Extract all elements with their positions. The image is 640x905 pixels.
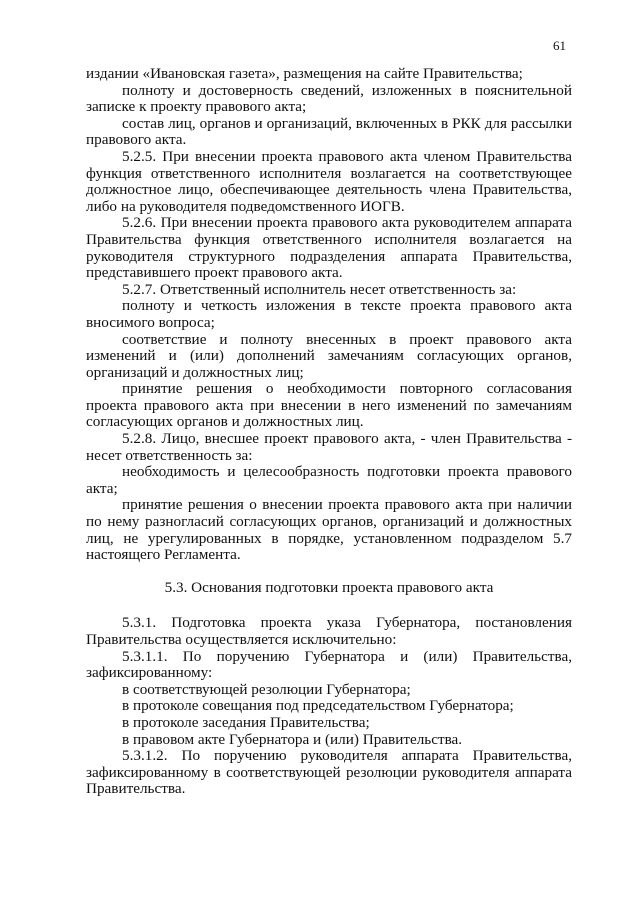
paragraph: 5.2.7. Ответственный исполнитель несет ответственность за: [122,280,517,298]
paragraph: 5.2.5. При внесении проекта правового акта членом Правительства функция ответственного исполнителя возлагается на соответствующее должностное лицо, обеспечивающее деятельность члена Правительства, либо на руководителя подведомственного ИОГВ. [86,147,572,215]
paragraphs-after-heading [86,615,572,798]
section-heading: 5.3. Основания подготовки проекта правового акта [164,578,494,596]
paragraph: 5.2.8. Лицо, внесшее проект правового акта, - член Правительства - несет ответственность за: [86,430,572,464]
paragraph: в правовом акте Губернатора и (или) Правительства. [122,730,463,748]
paragraph: в протоколе заседания Правительства; [122,713,370,731]
paragraph: 5.3.1. Подготовка проекта указа Губернатора, постановления Правительства осуществляется исключительно: [86,614,572,648]
paragraph: в соответствующей резолюции Губернатора; [122,680,411,698]
paragraph: соответствие и полноту внесенных в проект правового акта изменений и (или) дополнений замечаниям согласующих органов, организаций и должностных лиц; [86,330,572,381]
paragraph: 5.2.6. При внесении проекта правового акта руководителем аппарата Правительства функция ответственного исполнителя возлагается на руководителя структурного подразделения аппарата Правительства, представившего проект правового акта. [86,214,572,282]
paragraph: издании «Ивановская газета», размещения на сайте Правительства; [86,65,523,82]
paragraph: 5.3.1.2. По поручению руководителя аппарата Правительства, зафиксированному в соответствующей резолюции руководителя аппарата Правительства. [86,747,572,798]
paragraph: 5.3.1.1. По поручению Губернатора и (или) Правительства, зафиксированному: [86,647,572,682]
paragraph: принятие решения о внесении проекта правового акта при наличии по нему разногласий согласующих органов, организаций и должностных лиц, не урегулированных в порядке, установленном подразделом 5.7 настоящего Регламента. [86,496,572,564]
page-number: 61 [553,38,566,53]
paragraphs-before-heading [86,66,572,564]
paragraph: в протоколе совещания под председательством Губернатора; [122,697,514,715]
page-body [86,66,572,798]
paragraph: состав лиц, органов и организаций, включенных в РКК для рассылки правового акта. [86,114,572,149]
paragraph: принятие решения о необходимости повторного согласования проекта правового акта при внесении в него изменений по замечаниям согласующих органов и должностных лиц. [86,380,572,431]
paragraph: необходимость и целесообразность подготовки проекта правового акта; [86,463,572,497]
paragraph: полноту и достоверность сведений, изложенных в пояснительной записке к проекту правового акта; [86,81,572,116]
paragraph: полноту и четкость изложения в тексте проекта правового акта вносимого вопроса; [86,297,572,331]
